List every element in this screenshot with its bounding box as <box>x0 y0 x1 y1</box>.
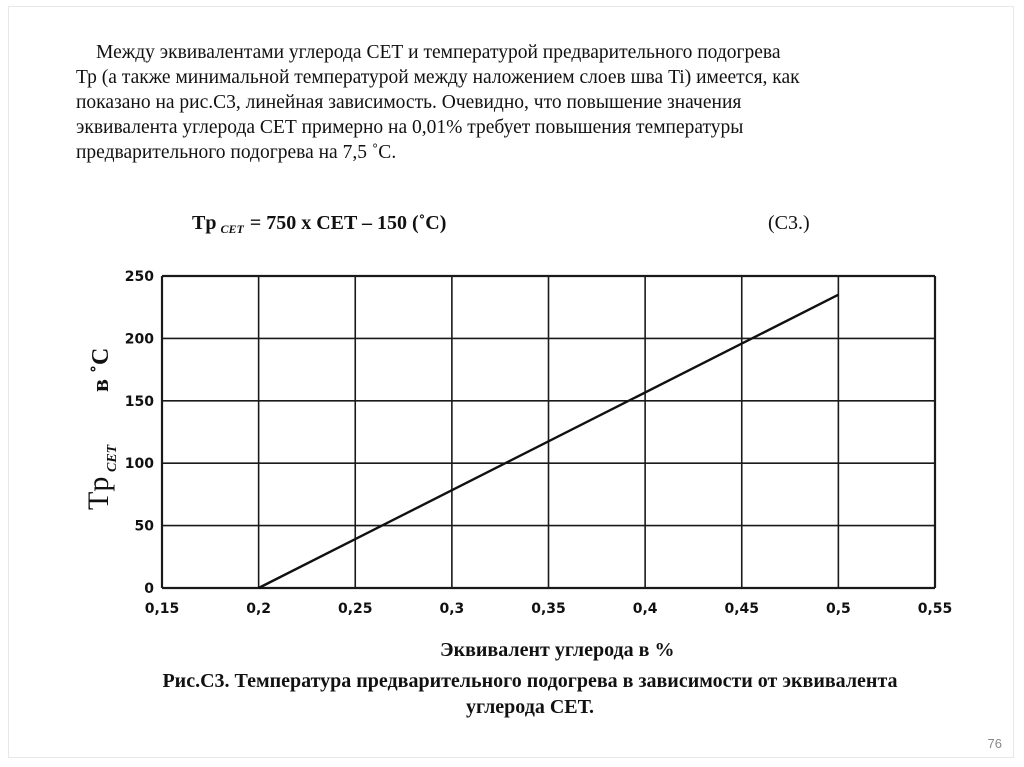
x-tick-label: 0,2 <box>246 601 272 617</box>
y-tick-labels <box>125 269 154 597</box>
x-tick-label: 0,25 <box>337 601 373 617</box>
paragraph-line: предварительного подогрева на 7,5 ˚С. <box>76 142 397 163</box>
y-tick-label: 0 <box>144 581 154 597</box>
y-tick-label: 100 <box>124 456 154 473</box>
y-tick-label: 150 <box>124 393 154 410</box>
y-axis-label-group <box>82 348 120 510</box>
y-axis-label-main: Tp <box>82 476 115 510</box>
y-tick-label: 250 <box>124 269 154 285</box>
formula-lhs: Tp <box>192 212 217 234</box>
chart-grid <box>162 276 935 588</box>
x-tick-label: 0,35 <box>531 601 566 617</box>
y-tick-label: 50 <box>134 518 154 535</box>
y-axis-label-unit: в ˚С <box>88 347 114 392</box>
x-axis-label: Эквивалент углерода в % <box>440 639 675 661</box>
formula-subscript: CET <box>220 222 244 236</box>
x-tick-label: 0,15 <box>144 601 180 617</box>
x-tick-label: 0,3 <box>439 601 465 617</box>
y-tick-label: 200 <box>124 331 154 348</box>
y-axis-label <box>82 348 120 510</box>
x-tick-labels <box>145 601 953 617</box>
caption-line: углерода СЕТ. <box>466 696 594 718</box>
page-number: 76 <box>987 736 1002 751</box>
y-axis-label-sub: CET <box>105 444 120 472</box>
caption-line: Рис.С3. Температура предварительного подогрева в зависимости от эквивалента <box>162 670 898 692</box>
x-tick-label: 0,55 <box>917 601 953 617</box>
x-tick-label: 0,4 <box>632 601 658 617</box>
x-tick-label: 0,5 <box>825 601 851 617</box>
equation-number: (С3.) <box>768 212 810 234</box>
paragraph-line: эквивалента углерода СЕТ примерно на 0,01% требует повышения температуры <box>76 117 744 138</box>
x-tick-label: 0,45 <box>724 601 760 617</box>
figure-caption <box>40 668 1020 720</box>
paragraph-line: показано на рис.С3, линейная зависимость. Очевидно, что повышение значения <box>76 92 742 113</box>
paragraph-line: Тр (а также минимальной температурой между наложением слоев шва Ti) имеется, как <box>76 67 800 88</box>
paragraph-line: Между эквивалентами углерода СЕТ и температурой предварительного подогрева <box>96 42 781 63</box>
formula-rhs: = 750 x CET – 150 (˚C) <box>249 212 447 234</box>
